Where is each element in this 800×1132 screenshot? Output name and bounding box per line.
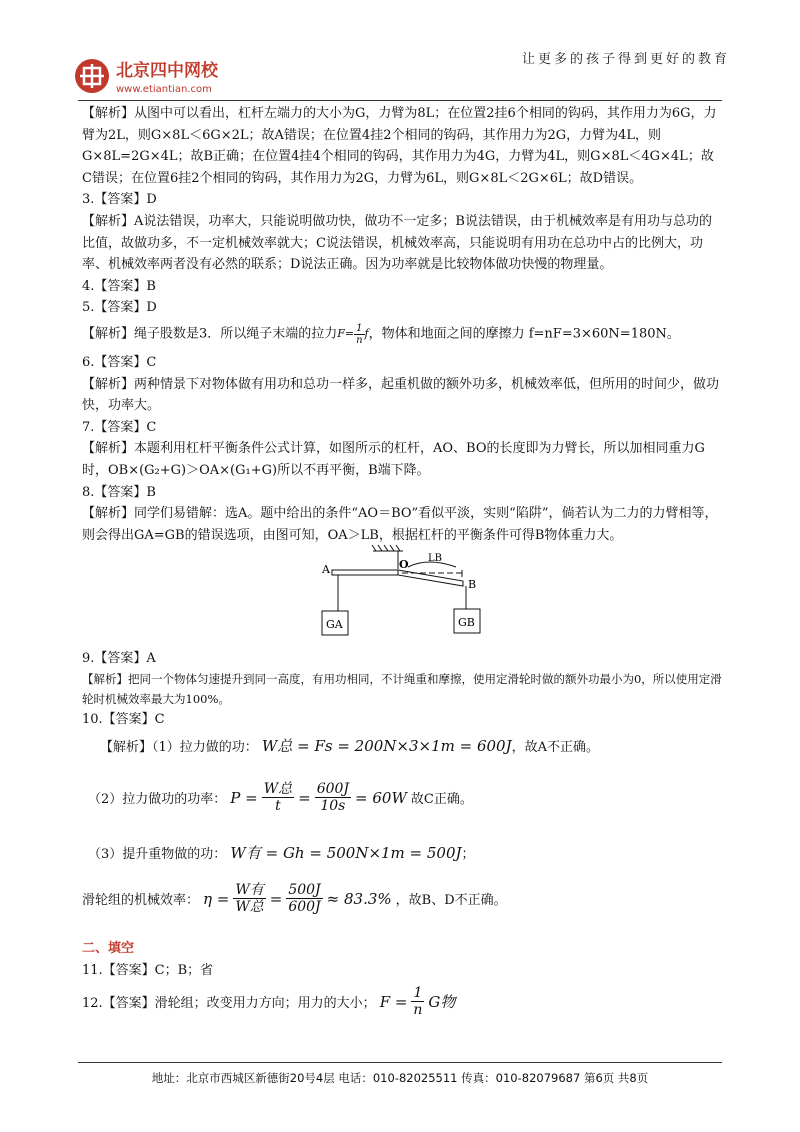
section-2 (82, 938, 722, 982)
answer-8: 8.【答案】B (82, 484, 156, 500)
den-wzong: W总 (235, 899, 264, 915)
label-lb: LB (428, 553, 442, 564)
num-1: 1 (413, 985, 423, 1001)
f-eq: F= (337, 327, 355, 341)
answer-7: 7.【答案】C (82, 419, 157, 435)
answer-9: 9.【答案】A (82, 651, 156, 666)
calc-1-end: ，故A不正确。 (511, 740, 599, 755)
analysis-2: 【解析】从图中可以看出，杠杆左端力的大小为G，力臂为8L；在位置2挂6个相同的钩码，其作用力为6G，力臂为2L，则G×8L＜6G×2L；故A错误；在位置4挂2个相同的钩码，其作用力为2G，力臂为4L，则G×8L=2G×4L；故B正确；在位置4挂4个相同的钩码，其作用力为4G，力臂为4L，则G×8L＜4G×4L；故C错误；在位置6挂2个相同的钩码，其作用力为2G，力臂为6L，则G×8L＜2G×6L；故D错误。 (82, 106, 717, 186)
calc-4-end: ，故B、D不正确。 (395, 893, 507, 908)
analysis-7: 【解析】本题利用杠杆平衡条件公式计算，如图所示的杠杆，AO、BO的长度即为力臂长，所以加相同重力G时，OB×(G₂+G)＞OA×(G₁+G)所以不再平衡，B端下降。 (82, 441, 705, 478)
eq-sign-2: = (269, 889, 283, 908)
power-result: = 60W (355, 788, 407, 807)
fraction (354, 323, 364, 346)
label-b: B (468, 578, 477, 591)
useful-work-formula: W有 = Gh = 500N×1m = 500J (230, 844, 462, 862)
den-t: t (275, 798, 281, 814)
label-a: A (322, 563, 330, 576)
variable-f: f (364, 327, 369, 341)
force-f: F = (379, 992, 408, 1011)
analysis-5-end: ，物体和地面之间的摩擦力 f=nF=3×60N=180N。 (368, 326, 680, 342)
calc-4 (82, 882, 722, 915)
page-footer: 地址：北京市西城区新德街20号4层 电话：010-82025511 传真：010-82079687 第6页 共8页 (151, 1071, 649, 1085)
denominator: n (356, 334, 363, 346)
answer-12-text: 12.【答案】滑轮组；改变用力方向；用力的大小； (82, 996, 376, 1011)
work-formula: W总 = Fs = 200N×3×1m = 600J (261, 737, 512, 755)
footer-rule (78, 1062, 722, 1063)
analysis-6: 【解析】两种情景下对物体做有用功和总功一样多，起重机做的额外功多，机械效率低，但所用的时间少，做功快，功率大。 (82, 376, 720, 414)
analysis-3: 【解析】A说法错误，功率大，只能说明做功快，做功不一定多；B说法错误，由于机械效率是有用功与总功的比值，故做功多，不一定机械效率就大；C说法错误，机械效率高，只能说明有用功在总功中占的比例大，功率、机械效率两者没有必然的联系；D说法正确。因为功率就是比较物体做功快慢的物理量。 (82, 213, 712, 273)
logo-url: www.etiantian.com (116, 84, 212, 95)
num-w: W总 (263, 781, 293, 797)
answer-content (82, 103, 722, 546)
calc-3 (88, 842, 728, 863)
analysis-8: 【解析】同学们易错解：选A。题中给出的条件“AO＝BO”看似平淡，实则“陷阱”，倘若认为二力的力臂相等，则会得出GA=GB的错误选项，由图可知，OA＞LB，根据杠杆的平衡条件可得B物体重力大。 (82, 506, 718, 543)
calc-1 (100, 735, 740, 756)
efficiency-eta: η = (203, 889, 230, 908)
eff-fraction-1 (233, 882, 265, 915)
calc-2-end: 故C正确。 (410, 792, 473, 807)
num-500j: 500J (288, 882, 321, 898)
page-header (0, 0, 800, 100)
lever-diagram (318, 543, 488, 643)
answer-5: 5.【答案】D (82, 300, 157, 316)
eff-fraction-2 (286, 882, 322, 915)
calc-2 (88, 781, 728, 814)
calc-4-label: 滑轮组的机械效率： (82, 893, 200, 908)
num-600j: 600J (316, 781, 350, 797)
calc-2-label: （2）拉力做功的功率： (88, 792, 227, 807)
formula-f-over-n (337, 322, 369, 346)
answer-11: 11.【答案】C；B；省 (82, 963, 214, 978)
label-gb: GB (458, 616, 475, 629)
eq-sign: = (298, 788, 311, 807)
answer-9-block (82, 648, 722, 730)
calc-3-end: ； (461, 847, 475, 862)
answer-12 (82, 985, 722, 1018)
analysis-5-text: 【解析】绳子股数是3．所以绳子末端的拉力 (82, 326, 338, 342)
calc-3-label: （3）提升重物做的功： (88, 847, 227, 862)
analysis-9: 【解析】把同一个物体匀速提升到同一高度，有用功相同，不计绳重和摩擦，使用定滑轮时做的额外功最小为0，所以使用定滑轮时机械效率最大为100%。 (82, 672, 722, 706)
section-title: 二、填空 (82, 941, 135, 956)
logo-name: 北京四中网校 (116, 61, 218, 81)
power-fraction-1 (262, 781, 294, 814)
school-logo (72, 56, 272, 102)
answer-4: 4.【答案】B (82, 278, 156, 294)
force-fraction (411, 985, 424, 1018)
header-rule (78, 100, 722, 101)
efficiency-result: ≈ 83.3% (326, 889, 392, 908)
den-600j: 600J (288, 899, 321, 915)
power-p: P = (230, 788, 258, 807)
numerator: 1 (356, 322, 363, 334)
answer-3: 3.【答案】D (82, 192, 157, 208)
answer-6: 6.【答案】C (82, 354, 157, 370)
calc-1-label: 【解析】（1）拉力做的功： (100, 740, 258, 755)
force-g: G物 (428, 993, 456, 1011)
label-o: O (399, 558, 409, 571)
den-n: n (413, 1002, 423, 1018)
label-ga: GA (326, 618, 343, 631)
analysis-5 (82, 323, 722, 346)
num-wyou: W有 (235, 882, 264, 898)
den-10s: 10s (320, 798, 346, 814)
slogan: 让更多的孩子得到更好的教育 (521, 52, 730, 67)
answer-10: 10.【答案】C (82, 712, 165, 727)
power-fraction-2 (315, 781, 351, 814)
